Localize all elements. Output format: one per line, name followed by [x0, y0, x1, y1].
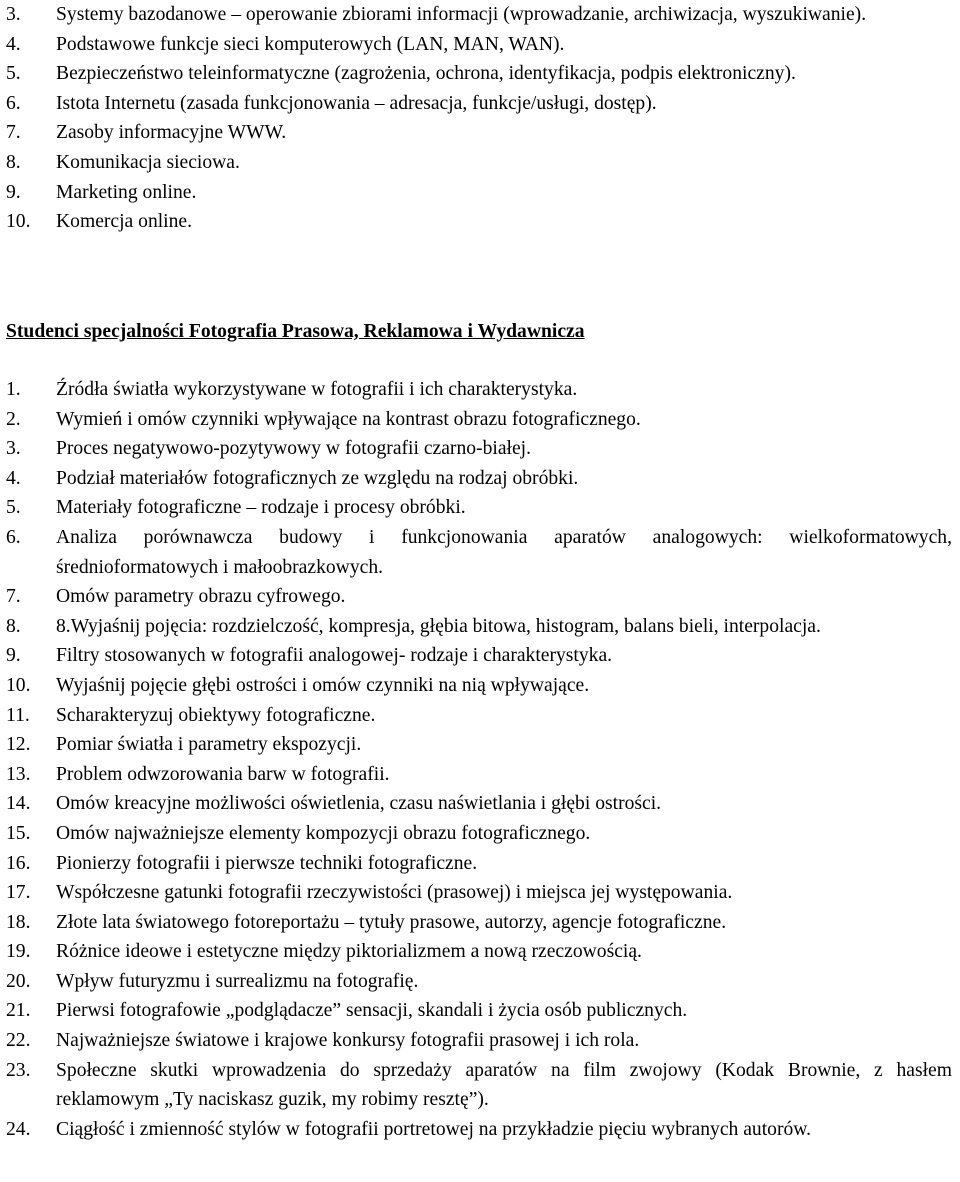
item-number: 6.	[6, 526, 21, 548]
list-item	[6, 207, 956, 237]
item-text: Istota Internetu (zasada funkcjonowania – adresacja, funkcje/usługi, dostęp).	[56, 92, 657, 114]
list-item	[6, 671, 956, 701]
list-item	[6, 878, 956, 908]
item-text: Różnice ideowe i estetyczne między piktorializmem a nową rzeczowością.	[56, 941, 642, 963]
item-text: Komercja online.	[56, 211, 193, 233]
list-item	[6, 967, 956, 997]
item-text: Scharakteryzuj obiektywy fotograficzne.	[56, 704, 376, 726]
item-number: 10.	[6, 211, 31, 233]
list-item	[6, 582, 956, 612]
list-item	[6, 118, 956, 148]
item-number: 9.	[6, 645, 21, 667]
list-item	[6, 641, 956, 671]
list-item	[6, 178, 956, 208]
item-text: Społeczne skutki wprowadzenia do sprzedaży aparatów na film zwojowy (Kodak Brownie, z hasłem reklamowym „Ty naciskasz guzik, my robimy resztę”).	[56, 1059, 952, 1111]
item-text: Ciągłość i zmienność stylów w fotografii portretowej na przykładzie pięciu wybranych autorów.	[56, 1118, 812, 1140]
item-text: Komunikacja sieciowa.	[56, 151, 240, 173]
list-item	[6, 0, 956, 30]
list-item	[6, 996, 956, 1026]
item-text: Podział materiałów fotograficznych ze względu na rodzaj obróbki.	[56, 467, 579, 489]
item-number: 24.	[6, 1118, 31, 1140]
item-number: 7.	[6, 586, 21, 608]
list-item	[6, 730, 956, 760]
item-number: 14.	[6, 793, 31, 815]
item-number: 11.	[6, 704, 30, 726]
item-number: 8.	[6, 615, 21, 637]
item-text: Omów najważniejsze elementy kompozycji obrazu fotograficznego.	[56, 822, 591, 844]
item-number: 9.	[6, 181, 21, 203]
item-text: Złote lata światowego fotoreportażu – tytuły prasowe, autorzy, agencje fotograficzne.	[56, 911, 727, 933]
item-text: Analiza porównawcza budowy i funkcjonowania aparatów analogowych: wielkoformatowych, średnioformatowych i małoobrazkowych.	[56, 526, 952, 578]
item-number: 15.	[6, 822, 31, 844]
list-item	[6, 434, 956, 464]
item-number: 10.	[6, 674, 31, 696]
item-text: Omów kreacyjne możliwości oświetlenia, czasu naświetlania i głębi ostrości.	[56, 793, 662, 815]
item-text: Problem odwzorowania barw w fotografii.	[56, 763, 390, 785]
item-number: 18.	[6, 911, 31, 933]
item-text: Podstawowe funkcje sieci komputerowych (LAN, MAN, WAN).	[56, 33, 565, 55]
item-number: 1.	[6, 379, 21, 400]
item-number: 22.	[6, 1030, 31, 1052]
list-item	[6, 789, 956, 819]
item-text: Materiały fotograficzne – rodzaje i procesy obróbki.	[56, 497, 466, 519]
item-text: Źródła światła wykorzystywane w fotografii i ich charakterystyka.	[56, 379, 578, 400]
item-text: Pomiar światła i parametry ekspozycji.	[56, 734, 362, 756]
item-number: 5.	[6, 497, 21, 519]
item-number: 19.	[6, 941, 31, 963]
item-number: 21.	[6, 1000, 31, 1022]
item-text: Współczesne gatunki fotografii rzeczywistości (prasowej) i miejsca jej występowania.	[56, 882, 733, 904]
item-text: Pierwsi fotografowie „podglądacze” sensacji, skandali i życia osób publicznych.	[56, 1000, 688, 1022]
topic-list-continued	[6, 0, 956, 237]
topic-list-photography	[6, 375, 956, 1144]
list-item	[6, 1056, 956, 1115]
item-text: Marketing online.	[56, 181, 197, 203]
item-number: 2.	[6, 408, 21, 430]
list-item	[6, 405, 956, 435]
item-number: 13.	[6, 763, 31, 785]
list-item	[6, 908, 956, 938]
list-item	[6, 148, 956, 178]
list-item	[6, 1026, 956, 1056]
list-item	[6, 760, 956, 790]
item-text: Najważniejsze światowe i krajowe konkursy fotografii prasowej i ich rola.	[56, 1030, 640, 1052]
list-item	[6, 819, 956, 849]
item-number: 23.	[6, 1059, 31, 1081]
item-number: 6.	[6, 92, 21, 114]
item-text: Pionierzy fotografii i pierwsze techniki fotograficzne.	[56, 852, 478, 874]
item-number: 3.	[6, 438, 21, 460]
list-item	[6, 937, 956, 967]
item-number: 12.	[6, 734, 31, 756]
item-number: 3.	[6, 4, 21, 25]
list-item	[6, 375, 956, 405]
section-heading: Studenci specjalności Fotografia Prasowa, Reklamowa i Wydawnicza	[6, 321, 585, 342]
item-text: 8.Wyjaśnij pojęcia: rozdzielczość, kompresja, głębia bitowa, histogram, balans bieli, interpolacja.	[56, 615, 821, 637]
item-number: 17.	[6, 882, 31, 904]
item-text: Systemy bazodanowe – operowanie zbiorami informacji (wprowadzanie, archiwizacja, wyszukiwanie).	[56, 4, 867, 25]
list-item	[6, 701, 956, 731]
list-item	[6, 1115, 956, 1145]
item-text: Wpływ futuryzmu i surrealizmu na fotografię.	[56, 970, 419, 992]
list-item	[6, 612, 956, 642]
list-item	[6, 493, 956, 523]
list-item	[6, 30, 956, 60]
item-text: Zasoby informacyjne WWW.	[56, 122, 287, 144]
list-item	[6, 59, 956, 89]
item-text: Omów parametry obrazu cyfrowego.	[56, 586, 346, 608]
item-number: 8.	[6, 151, 21, 173]
item-number: 5.	[6, 63, 21, 85]
item-number: 16.	[6, 852, 31, 874]
item-number: 20.	[6, 970, 31, 992]
item-number: 4.	[6, 33, 21, 55]
item-text: Bezpieczeństwo teleinformatyczne (zagrożenia, ochrona, identyfikacja, podpis elektroniczny).	[56, 63, 796, 85]
item-text: Wymień i omów czynniki wpływające na kontrast obrazu fotograficznego.	[56, 408, 641, 430]
list-item	[6, 89, 956, 119]
item-number: 4.	[6, 467, 21, 489]
list-item	[6, 849, 956, 879]
item-text: Proces negatywowo-pozytywowy w fotografii czarno-białej.	[56, 438, 531, 460]
item-number: 7.	[6, 122, 21, 144]
list-item	[6, 523, 956, 582]
item-text: Wyjaśnij pojęcie głębi ostrości i omów czynniki na nią wpływające.	[56, 674, 590, 696]
item-text: Filtry stosowanych w fotografii analogowej- rodzaje i charakterystyka.	[56, 645, 613, 667]
list-item	[6, 464, 956, 494]
